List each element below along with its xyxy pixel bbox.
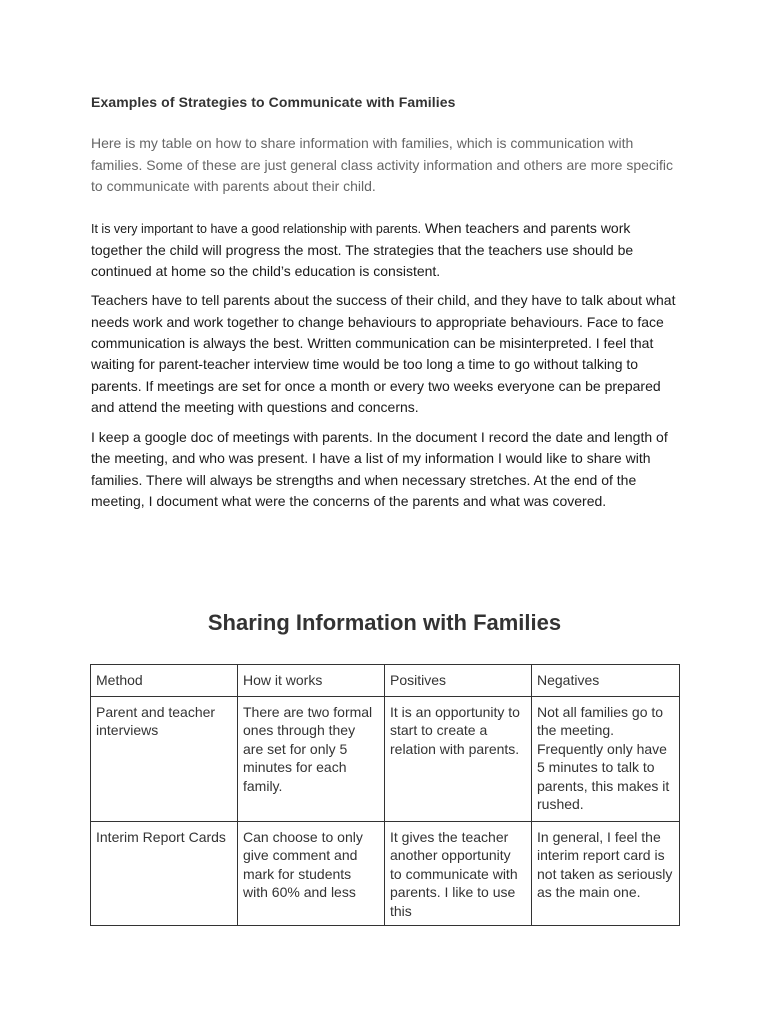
header-negatives: Negatives xyxy=(532,665,680,697)
table-cell-negatives: In general, I feel the interim report card is not taken as seriously as the main one. xyxy=(532,821,680,926)
table-row xyxy=(91,696,680,821)
header-positives: Positives xyxy=(385,665,532,697)
table-header-row xyxy=(91,665,680,697)
table-cell-how-it-works: Can choose to only give comment and mark for students with 60% and less xyxy=(238,821,385,926)
paragraph-google-doc: I keep a google doc of meetings with parents. In the document I record the date and length of the meeting, and who was present. I have a list of my information I would like to share with families. There will always be strengths and when necessary stretches. At the end of the meeting, I document what were the concerns of the parents and what was covered. xyxy=(91,429,668,510)
document-page xyxy=(91,92,681,919)
table-cell-how-it-works: There are two formal ones through they are set for only 5 minutes for each family. xyxy=(238,696,385,821)
paragraph-relationship-rest: When teachers and parents work together the child will progress the most. The strategies that the teachers use should be continued at home so the child’s education is consistent. xyxy=(91,219,634,280)
intro-paragraph: Here is my table on how to share information with families, which is communication with families. Some of these are just general class activity information and others are more specific to communicate with parents about their child. xyxy=(91,135,674,194)
sharing-info-table xyxy=(90,664,680,926)
header-how-it-works: How it works xyxy=(238,665,385,697)
table-cell-positives: It gives the teacher another opportunity to communicate with parents. I like to use this xyxy=(385,821,532,926)
table-row xyxy=(91,821,680,926)
table-cell-method: Interim Report Cards xyxy=(91,821,238,926)
header-method: Method xyxy=(91,665,238,697)
table-cell-positives: It is an opportunity to start to create a relation with parents. xyxy=(385,696,532,821)
paragraph-relationship-lead: It is very important to have a good relationship with parents. xyxy=(91,221,422,236)
table-cell-negatives: Not all families go to the meeting. Frequently only have 5 minutes to talk to parents, this makes it rushed. xyxy=(532,696,680,821)
document-title: Examples of Strategies to Communicate with Families xyxy=(91,94,456,110)
table-title: Sharing Information with Families xyxy=(207,610,562,635)
table-cell-method: Parent and teacher interviews xyxy=(91,696,238,821)
paragraph-communication: Teachers have to tell parents about the success of their child, and they have to talk about what needs work and work together to change behaviours to appropriate behaviours. Face to face communication is always the best. Written communication can be misinterpreted. I feel that waiting for parent-teacher interview time would be too long a time to go without talking to parents. If meetings are set for once a month or every two weeks everyone can be prepared and attend the meeting with questions and concerns. xyxy=(91,292,676,415)
paragraph-relationship xyxy=(91,218,681,283)
